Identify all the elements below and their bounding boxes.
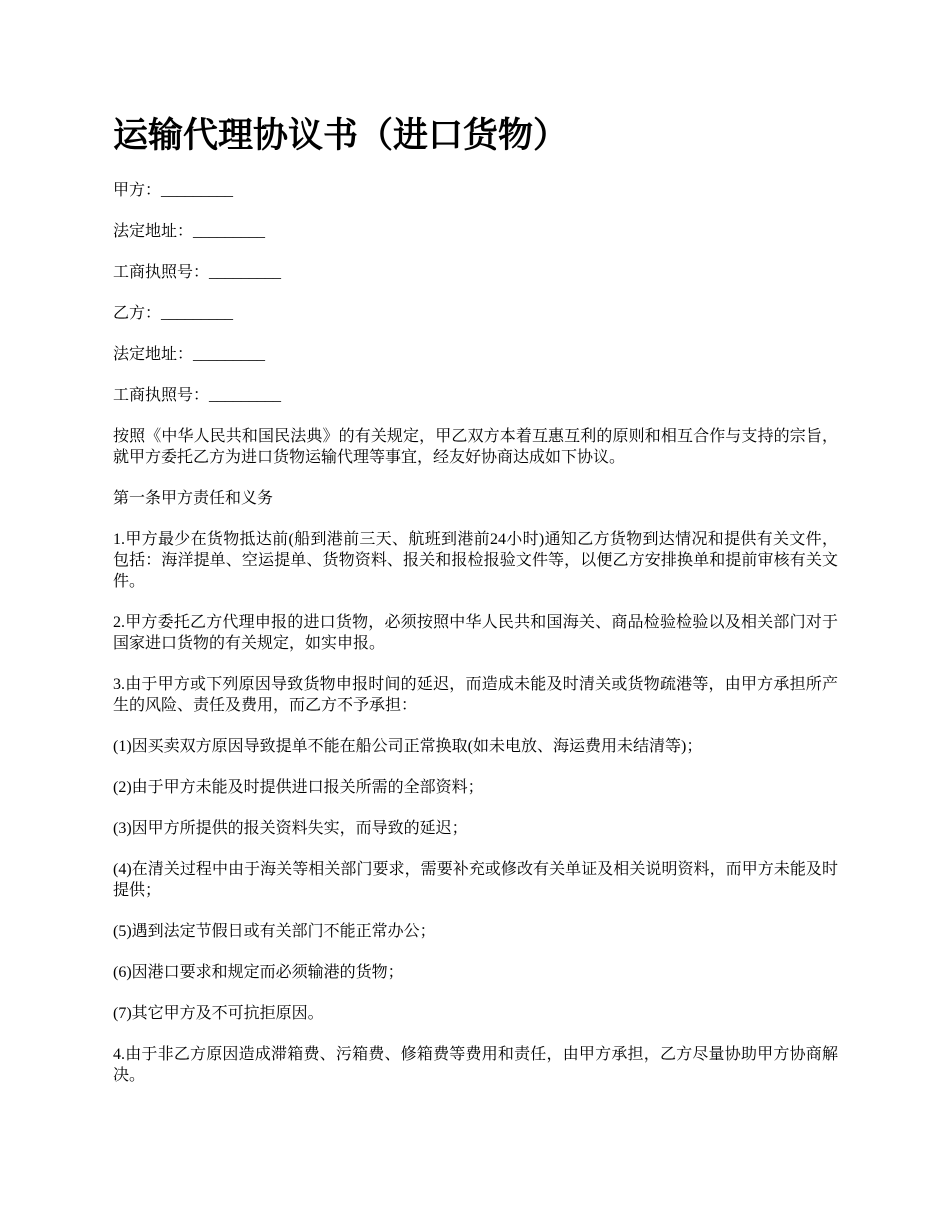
fill-in-blank: _________ <box>161 182 234 199</box>
document-body <box>113 180 838 1106</box>
clause-paragraph: 3.由于甲方或下列原因导致货物申报时间的延迟，而造成未能及时清关或货物疏港等，由甲方承担所产生的风险、责任及费用，而乙方不予承担： <box>113 676 838 714</box>
field-label: 乙方： <box>113 305 162 322</box>
sub-clause-paragraph: (3)因甲方所提供的报关资料失实，而导致的延迟； <box>113 820 468 837</box>
sub-clause-paragraph: (4)在清关过程中由于海关等相关部门要求，需要补充或修改有关单证及相关说明资料，而甲方未能及时提供； <box>113 861 838 899</box>
clause-paragraph: 1.甲方最少在货物抵达前(船到港前三天、航班到港前24小时)通知乙方货物到达情况和提供有关文件，包括：海洋提单、空运提单、货物资料、报关和报检报验文件等，以便乙方安排换单和提前审核有关文件。 <box>113 531 838 590</box>
party-b-license-field <box>113 385 838 406</box>
fill-in-blank: _________ <box>161 305 234 322</box>
sub-clause-paragraph: (6)因港口要求和规定而必须输港的货物； <box>113 964 404 981</box>
clause-paragraph: 4.由于非乙方原因造成滞箱费、污箱费、修箱费等费用和责任，由甲方承担，乙方尽量协助甲方协商解决。 <box>113 1046 838 1084</box>
party-b-field <box>113 303 838 324</box>
sub-clause-paragraph: (7)其它甲方及不可抗拒原因。 <box>113 1005 324 1022</box>
fill-in-blank: _________ <box>193 223 266 240</box>
fill-in-blank: _________ <box>209 264 282 281</box>
field-label: 工商执照号： <box>113 387 210 404</box>
clause-paragraph: 2.甲方委托乙方代理申报的进口货物，必须按照中华人民共和国海关、商品检验检验以及相关部门对于国家进口货物的有关规定，如实申报。 <box>113 614 838 652</box>
fill-in-blank: _________ <box>193 346 266 363</box>
field-label: 法定地址： <box>113 223 194 240</box>
fill-in-blank: _________ <box>209 387 282 404</box>
party-a-license-field <box>113 262 838 283</box>
party-b-address-field <box>113 344 838 365</box>
field-label: 甲方： <box>113 182 162 199</box>
field-label: 法定地址： <box>113 346 194 363</box>
party-a-field <box>113 180 838 201</box>
sub-clause-paragraph: (5)遇到法定节假日或有关部门不能正常办公； <box>113 923 436 940</box>
preamble-paragraph: 按照《中华人民共和国民法典》的有关规定，甲乙双方本着互惠互利的原则和相互合作与支持的宗旨，就甲方委托乙方为进口货物运输代理等事宜，经友好协商达成如下协议。 <box>113 428 838 466</box>
field-label: 工商执照号： <box>113 264 210 281</box>
party-a-address-field <box>113 221 838 242</box>
sub-clause-paragraph: (1)因买卖双方原因导致提单不能在船公司正常换取(如未电放、海运费用未结清等)； <box>113 738 703 755</box>
sub-clause-paragraph: (2)由于甲方未能及时提供进口报关所需的全部资料； <box>113 779 484 796</box>
document-title: 运输代理协议书（进口货物） <box>113 116 569 155</box>
article-heading: 第一条甲方责任和义务 <box>113 490 274 507</box>
